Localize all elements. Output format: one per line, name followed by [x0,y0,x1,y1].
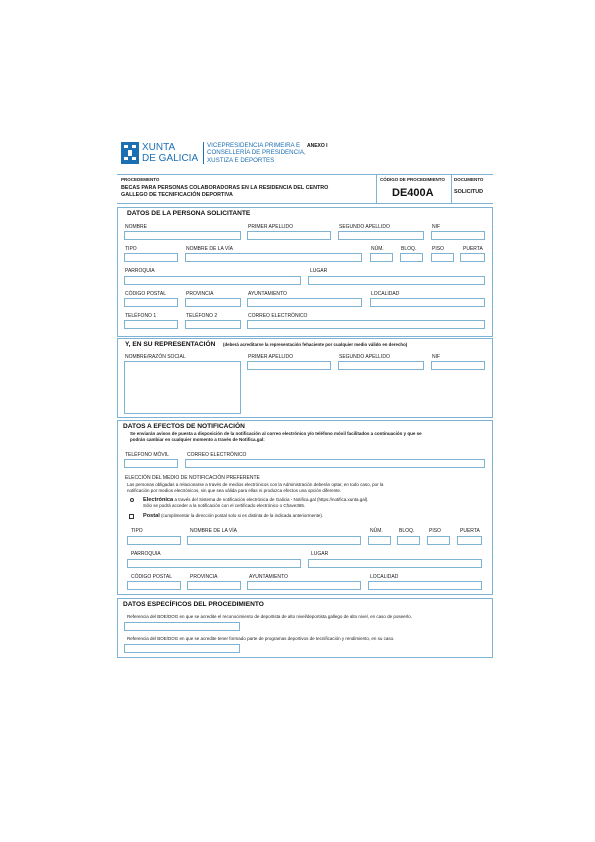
notification-section-title: DATOS A EFECTOS DE NOTIFICACIÓN [123,423,245,430]
tipo-label: TIPO [125,246,137,252]
puerta-label: PUERTA [463,246,483,252]
parroquia-input[interactable] [124,276,301,285]
ayuntamiento-input[interactable] [247,298,362,307]
correo-input[interactable] [247,320,485,329]
codigo-postal-label: CÓDIGO POSTAL [125,291,167,297]
notif-localidad-label: LOCALIDAD [370,574,399,580]
ref2-input[interactable] [124,644,240,653]
ref1-label: Referencia del BOE/DOG en que se acredite el reconocimiento de deportista de alto nivel/deportista gallego de alto nivel, en caso de poseerlo. [127,614,412,619]
procedure-code: DE400A [392,187,434,199]
rep-nif-label: NIF [432,354,441,360]
specific-section-title: DATOS ESPECÍFICOS DEL PROCEDIMIENTO [123,601,264,608]
representation-section-title: Y, EN SU REPRESENTACIÓN [125,341,216,348]
applicant-section-title: DATOS DE LA PERSONA SOLICITANTE [127,210,251,217]
segundo-apellido-label: SEGUNDO APELLIDO [339,224,390,230]
telefono2-input[interactable] [185,320,241,329]
postal-checkbox[interactable] [129,514,134,519]
telefono2-label: TELÉFONO 2 [186,313,218,319]
department-name [207,142,306,164]
xunta-emblem-icon [121,142,139,164]
localidad-label: LOCALIDAD [371,291,400,297]
telefono-movil-label: TELÉFONO MÓVIL [125,452,169,458]
razon-social-input[interactable] [124,361,241,414]
notif-tipo-input[interactable] [127,536,181,545]
postal-label: Postal [143,513,160,519]
ayuntamiento-label: AYUNTAMIENTO [248,291,287,297]
segundo-apellido-input[interactable] [338,231,424,240]
rep-segundo-apellido-input[interactable] [338,361,424,370]
localidad-input[interactable] [370,298,485,307]
provincia-label: PROVINCIA [186,291,214,297]
primer-apellido-label: PRIMER APELLIDO [248,224,294,230]
nif-label: NIF [432,224,441,230]
notif-correo-input[interactable] [185,459,485,468]
bloq-label: BLOQ. [401,246,417,252]
medio-title: ELECCIÓN DEL MEDIO DE NOTIFICACIÓN PREFERENTE [125,475,260,481]
electronica-label: Electrónica [143,497,174,503]
notif-ayuntamiento-label: AYUNTAMIENTO [249,574,288,580]
provincia-input[interactable] [185,298,241,307]
nombre-input[interactable] [124,231,241,240]
notif-piso-input[interactable] [427,536,450,545]
puerta-input[interactable] [460,253,485,262]
nif-input[interactable] [431,231,485,240]
notif-num-label: NÚM. [370,528,383,534]
representation-subtitle: (deberá acreditarse la representación fehaciente por cualquier medio válido en derecho) [223,342,408,347]
codigo-postal-input[interactable] [124,298,178,307]
parroquia-label: PARROQUIA [125,268,155,274]
notif-nombre-via-input[interactable] [187,536,361,545]
rep-primer-apellido-label: PRIMER APELLIDO [248,354,294,360]
xunta-logo [121,142,201,164]
notif-bloq-label: BLOQ. [399,528,415,534]
postal-text: (cumplimentar la dirección postal solo si es distinta de la indicada anteriormente). [161,513,324,518]
document-label: DOCUMENTO [454,177,484,182]
telefono1-input[interactable] [124,320,178,329]
procedure-divider-1 [376,174,377,204]
notif-puerta-input[interactable] [457,536,482,545]
notif-parroquia-input[interactable] [127,559,301,568]
electronica-text2: Sólo se podrá acceder a la notificación con el certificado electrónico o Chave365. [143,503,306,508]
notif-parroquia-label: PARROQUIA [131,551,161,557]
procedure-title-line2: GALLEGO DE TECNIFICACIÓN DEPORTIVA [121,192,233,198]
department-line1: VICEPRESIDENCIA PRIMEIRA E [207,142,301,149]
lugar-label: LUGAR [310,268,328,274]
notif-tipo-label: TIPO [131,528,143,534]
piso-label: PISO [432,246,444,252]
notification-intro [130,431,422,442]
logo-line2: DE GALICIA [142,153,199,164]
notif-puerta-label: PUERTA [460,528,480,534]
correo-label: CORREO ELECTRÓNICO [248,313,308,319]
telefono1-label: TELÉFONO 1 [125,313,157,319]
notif-ayuntamiento-input[interactable] [247,581,361,590]
notif-provincia-input[interactable] [187,581,241,590]
department-line3: XUSTIZA E DEPORTES [207,156,275,164]
razon-social-label: NOMBRE/RAZÓN SOCIAL [125,354,186,360]
medio-line1: Las personas obligadas a relacionarse a través de medios electrónicos con la Administración deberán optar, en todo caso, por la [127,482,384,487]
medio-text [127,482,383,493]
nombre-label: NOMBRE [125,224,147,230]
nombre-via-input[interactable] [185,253,362,262]
ref2-label: Referencia del BOE/DOG en que se acredite tener formado parte de programas deportivos de tecnificación y rendimiento, en su caso. [127,636,395,641]
department-line2: CONSELLERÍA DE PRESIDENCIA, [207,149,306,157]
electronica-radio[interactable] [130,498,134,502]
annex-label: ANEXO I [307,143,328,149]
notification-intro-line2: podrán cambiar en cualquier momento a través de Notifica.gal: [130,436,265,442]
notif-correo-label: CORREO ELECTRÓNICO [187,452,247,458]
bloq-input[interactable] [400,253,423,262]
telefono-movil-input[interactable] [124,459,178,468]
notif-nombre-via-label: NOMBRE DE LA VÍA [190,528,237,534]
document-value: SOLICITUD [454,189,484,195]
notif-bloq-input[interactable] [397,536,420,545]
notif-localidad-input[interactable] [368,581,482,590]
notif-lugar-input[interactable] [308,559,482,568]
num-label: NÚM. [371,246,384,252]
ref1-input[interactable] [124,622,240,631]
postal-option [143,513,323,520]
notif-lugar-label: LUGAR [311,551,329,557]
notif-provincia-label: PROVINCIA [190,574,218,580]
medio-line2: notificación por medios electrónicos, sin que sea válida para ellas ni produzca efectos una opción diferente. [127,487,342,493]
tipo-input[interactable] [124,253,178,262]
notif-codigo-postal-label: CÓDIGO POSTAL [131,574,173,580]
lugar-input[interactable] [308,276,485,285]
procedure-divider-2 [451,174,452,204]
procedure-title-line1: BECAS PARA PERSONAS COLABORADORAS EN LA RESIDENCIA DEL CENTRO [121,185,329,191]
rep-segundo-apellido-label: SEGUNDO APELLIDO [339,354,390,360]
procedure-label: PROCEDEMENTO [121,177,160,182]
notif-num-input[interactable] [368,536,391,545]
logo-line1: XUNTA [142,142,176,153]
primer-apellido-input[interactable] [247,231,331,240]
rep-primer-apellido-input[interactable] [247,361,331,370]
notif-codigo-postal-input[interactable] [127,581,181,590]
procedure-code-label: CÓDIGO DE PROCEDIMIENTO [380,177,445,182]
piso-input[interactable] [431,253,454,262]
num-input[interactable] [370,253,393,262]
electronica-text: a través del Sistema de notificación electrónica de Galicia - Notifica.gal (https://notifica.xunta.gal). [174,497,369,502]
nombre-via-label: NOMBRE DE LA VÍA [186,246,233,252]
rep-nif-input[interactable] [431,361,485,370]
notif-piso-label: PISO [429,528,441,534]
logo-divider [203,142,204,164]
notification-intro-line1: Se enviarán avisos de puesta a disposición de la notificación al correo electrónico y/o teléfono móvil facilitados a continuación y que se [130,431,422,436]
